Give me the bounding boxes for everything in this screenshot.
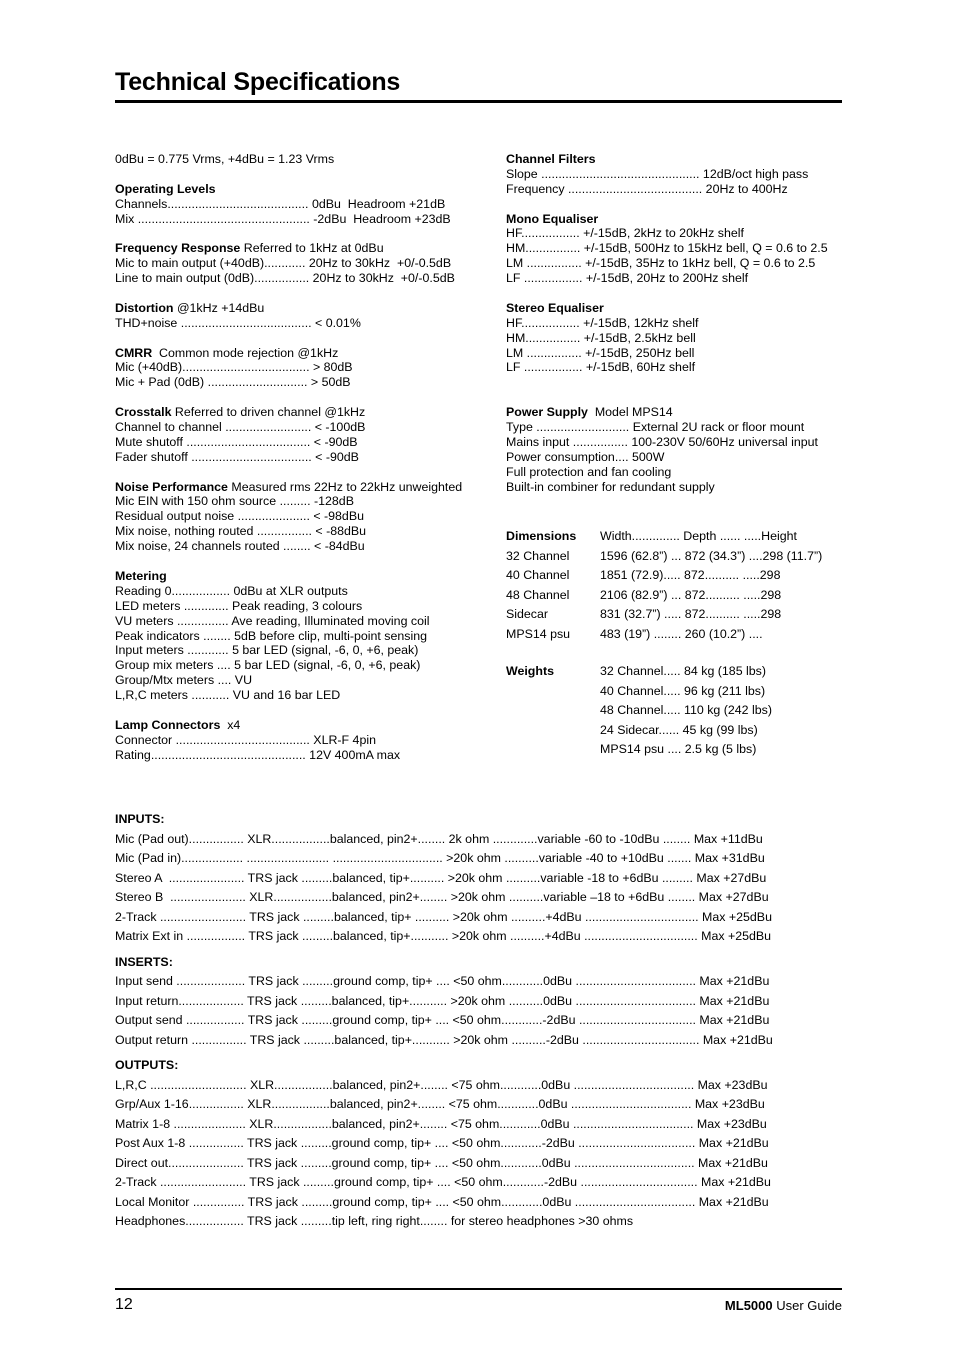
operating-levels-heading: Operating Levels [115,181,216,196]
table-row: Matrix Ext in ................. TRS jack .........balanced, tip+........... >20k ohm ..........+4dBu ................................. Max +25dBu [115,929,772,943]
spec-line: VU meters ............... Ave reading, Illuminated moving coil [115,613,430,628]
table-row: Grp/Aux 1-16................ XLR.................balanced, pin2+........ <75 ohm............0dBu ................................... Max +23dBu [115,1097,765,1111]
reference-level-note: 0dBu = 0.775 Vrms, +4dBu = 1.23 Vrms [115,152,335,166]
footer-guide-title: ML5000 User Guide [724,1298,842,1313]
spec-line: Mic (+40dB)..................................... > 80dB [115,360,353,375]
page-title: Technical Specifications [115,68,401,96]
spec-line: HF................. +/-15dB, 2kHz to 20kHz shelf [506,226,744,241]
table-row: Stereo A ...................... TRS jack .........balanced, tip+.......... >20k ohm ..........variable -18 to +6dBu ......... Max +27dBu [115,870,767,885]
title-rule [115,100,842,103]
spec-line: Input meters ............ 5 bar LED (signal, -6, 0, +6, peak) [115,643,419,658]
spec-line: Power consumption.... 500W [506,449,665,464]
spec-line: Rating............................................. 12V 400mA max [115,747,401,762]
inserts-heading: INSERTS: [115,954,173,969]
table-row: Stereo B ...................... XLR.................balanced, pin2+........ >20k ohm ..........variable –18 to +6dBu ........ Max +27dBu [115,890,769,904]
spec-line: Fader shutoff ................................... < -90dB [115,449,359,464]
table-row: Input return................... TRS jack .........balanced, tip+........... >20k ohm ..........0dBu ................................... Max +21dBu [115,993,770,1008]
stereo-equaliser-heading: Stereo Equaliser [506,300,604,315]
spec-line: Type ........................... External 2U rack or floor mount [506,420,805,435]
io-specs [115,812,773,1234]
footer-rule [115,1288,842,1290]
right-column [506,152,828,494]
spec-line: LM ................ +/-15dB, 250Hz bell [506,345,695,360]
spec-line: HF................. +/-15dB, 12kHz shelf [506,315,699,330]
spec-line: Channel to channel ......................... < -100dB [115,420,366,435]
spec-line: Mic EIN with 150 ohm source ......... -128dB [115,494,354,509]
cmrr-heading: CMRR Common mode rejection @1kHz [115,345,339,360]
table-row: Mic (Pad in).................. ........................ ................................ >20k ohm ..........variable -40 to +10dBu ....... Max +31dBu [115,851,765,865]
spec-line: Mic to main output (+40dB)............ 20Hz to 30kHz +0/-0.5dB [115,256,452,271]
spec-line: Mix noise, 24 channels routed ........ < -84dBu [115,539,365,554]
spec-line: Mute shutoff .................................... < -90dB [115,434,358,449]
spec-line: Group mix meters .... 5 bar LED (signal, -6, 0, +6, peak) [115,658,421,673]
spec-line: Group/Mtx meters .... VU [115,673,253,688]
spec-line: HM................ +/-15dB, 500Hz to 15kHz bell, Q = 0.6 to 2.5 [506,241,828,256]
outputs-heading: OUTPUTS: [115,1058,179,1072]
spec-line: LF ................. +/-15dB, 60Hz shelf [506,360,696,375]
table-row: Output return ................ TRS jack .........balanced, tip+........... >20k ohm ..........-2dBu .................................. Max +21dBu [115,1032,773,1047]
spec-line: Full protection and fan cooling [506,464,672,479]
table-row: Direct out...................... TRS jack .........ground comp, tip+ .... <50 ohm............0dBu ................................... Max +21dBu [115,1155,768,1170]
weights-heading: Weights [506,664,554,678]
table-row: L,R,C ............................ XLR.................balanced, pin2+........ <75 ohm............0dBu ................................... Max +23dBu [115,1077,768,1092]
spec-line: Mix .................................................. -2dBu Headroom +23dB [115,211,451,226]
spec-line: Residual output noise ..................... < -98dBu [115,509,364,524]
table-row: Input send .................... TRS jack .........ground comp, tip+ .... <50 ohm............0dBu ................................... Max +21dBu [115,974,770,988]
table-row: Headphones................. TRS jack .........tip left, ring right........ for stereo headphones >30 ohms [115,1214,634,1228]
spec-line: LF ................. +/-15dB, 20Hz to 200Hz shelf [506,271,749,286]
lamp-connectors-heading: Lamp Connectors x4 [115,717,241,732]
table-row: 2-Track ......................... TRS jack .........balanced, tip+ .......... >20k ohm ..........+4dBu ................................. Max +25dBu [115,909,772,924]
spec-line: LED meters ............. Peak reading, 3 colours [115,598,363,613]
table-row: 2-Track ......................... TRS jack .........ground comp, tip+ .... <50 ohm............-2dBu .................................. Max +21dBu [115,1175,771,1189]
frequency-response-heading: Frequency Response Referred to 1kHz at 0dBu [115,241,384,256]
table-row: Post Aux 1-8 ................ TRS jack .........ground comp, tip+ .... <50 ohm............-2dBu .................................. Max +21dBu [115,1136,769,1150]
dimensions-heading: Dimensions [506,529,577,543]
spec-line: L,R,C meters ........... VU and 16 bar LED [115,688,341,703]
spec-line: Built-in combiner for redundant supply [506,479,715,494]
noise-performance-heading: Noise Performance Measured rms 22Hz to 22kHz unweighted [115,479,463,494]
spec-line: Mic + Pad (0dB) ............................. > 50dB [115,375,351,390]
metering-heading: Metering [115,568,167,583]
spec-line: Peak indicators ........ 5dB before clip, multi-point sensing [115,628,427,643]
table-row: Output send ................. TRS jack .........ground comp, tip+ .... <50 ohm............-2dBu .................................. Max +21dBu [115,1013,770,1027]
spec-line: Connector ....................................... XLR-F 4pin [115,732,376,747]
table-row: Local Monitor ............... TRS jack .........ground comp, tip+ .... <50 ohm............0dBu ................................... Max +21dBu [115,1194,769,1209]
spec-line: Mains input ................ 100-230V 50/60Hz universal input [506,434,818,449]
spec-line: HM................ +/-15dB, 2.5kHz bell [506,330,696,345]
inputs-heading: INPUTS: [115,812,165,826]
page-number: 12 [115,1296,133,1313]
spec-line: Reading 0................. 0dBu at XLR outputs [115,583,348,598]
crosstalk-heading: Crosstalk Referred to driven channel @1kHz [115,405,366,420]
spec-line: Channels......................................... 0dBu Headroom +21dB [115,196,446,211]
table-row: Matrix 1-8 ..................... XLR.................balanced, pin2+........ <75 ohm............0dBu ................................... Max +23dBu [115,1116,767,1131]
distortion-heading: Distortion @1kHz +14dBu [115,300,265,315]
mono-equaliser-heading: Mono Equaliser [506,211,599,226]
spec-line: LM ................ +/-15dB, 35Hz to 1kHz bell, Q = 0.6 to 2.5 [506,256,816,271]
spec-line: Mix noise, nothing routed ................ < -88dBu [115,524,367,539]
spec-line: Slope .............................................. 12dB/oct high pass [506,166,809,181]
spec-line: Frequency ....................................... 20Hz to 400Hz [506,181,788,196]
spec-line: THD+noise ...................................... < 0.01% [115,315,361,330]
channel-filters-heading: Channel Filters [506,152,596,166]
left-column [115,152,462,763]
spec-line: Line to main output (0dB)................ 20Hz to 30kHz +0/-0.5dB [115,271,455,286]
power-supply-heading: Power Supply Model MPS14 [506,405,673,420]
table-row: Mic (Pad out)................ XLR.................balanced, pin2+........ 2k ohm .............variable -60 to -10dBu ........ Max +11dBu [115,831,763,846]
